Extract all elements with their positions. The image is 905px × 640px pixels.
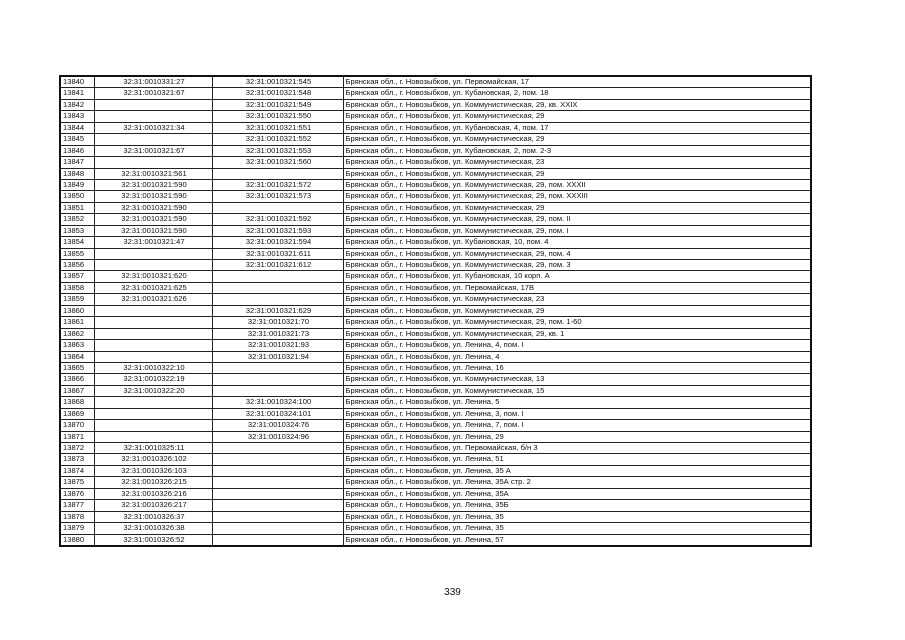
cadastral-number-cell (212, 385, 343, 396)
table-row (60, 248, 811, 259)
address-cell: Брянская обл., г. Новозыбков, ул. Ленина, 29 (343, 431, 811, 442)
parent-cadastral-number-cell: 32:31:0010326:103 (94, 465, 212, 476)
parent-cadastral-number-cell (94, 248, 212, 259)
parent-cadastral-number-cell: 32:31:0010326:216 (94, 488, 212, 499)
cadastral-number-cell: 32:31:0010321:94 (212, 351, 343, 362)
parent-cadastral-number-cell (94, 305, 212, 316)
parent-cadastral-number-cell: 32:31:0010326:215 (94, 477, 212, 488)
record-number-cell: 13859 (60, 294, 94, 305)
address-cell: Брянская обл., г. Новозыбков, ул. Кубановская, 2, пом. 2-3 (343, 145, 811, 156)
table-row (60, 271, 811, 282)
parent-cadastral-number-cell (94, 351, 212, 362)
record-number-cell: 13871 (60, 431, 94, 442)
cadastral-number-cell: 32:31:0010321:73 (212, 328, 343, 339)
address-cell: Брянская обл., г. Новозыбков, ул. Коммунистическая, 29 (343, 168, 811, 179)
cadastral-number-cell: 32:31:0010324:76 (212, 420, 343, 431)
address-cell: Брянская обл., г. Новозыбков, ул. Первомайская, б/н 3 (343, 443, 811, 454)
record-number-cell: 13873 (60, 454, 94, 465)
table-row (60, 374, 811, 385)
table-row (60, 385, 811, 396)
record-number-cell: 13857 (60, 271, 94, 282)
record-number-cell: 13853 (60, 225, 94, 236)
address-cell: Брянская обл., г. Новозыбков, ул. Ленина, 35 (343, 523, 811, 534)
cadastral-number-cell: 32:31:0010321:611 (212, 248, 343, 259)
record-number-cell: 13841 (60, 88, 94, 99)
parent-cadastral-number-cell: 32:31:0010321:590 (94, 225, 212, 236)
address-cell: Брянская обл., г. Новозыбков, ул. Коммунистическая, 29, пом. I (343, 225, 811, 236)
record-number-cell: 13843 (60, 111, 94, 122)
table-row (60, 99, 811, 110)
record-number-cell: 13851 (60, 202, 94, 213)
table-row (60, 397, 811, 408)
parent-cadastral-number-cell: 32:31:0010321:34 (94, 122, 212, 133)
cadastral-number-cell (212, 500, 343, 511)
table-row (60, 454, 811, 465)
cadastral-number-cell: 32:31:0010321:592 (212, 214, 343, 225)
cadastral-number-cell: 32:31:0010324:100 (212, 397, 343, 408)
cadastral-number-cell: 32:31:0010321:593 (212, 225, 343, 236)
address-cell: Брянская обл., г. Новозыбков, ул. Коммунистическая, 29, пом. 4 (343, 248, 811, 259)
table-row (60, 122, 811, 133)
address-cell: Брянская обл., г. Новозыбков, ул. Кубановская, 4, пом. 17 (343, 122, 811, 133)
record-number-cell: 13854 (60, 237, 94, 248)
table-row (60, 317, 811, 328)
table-row (60, 294, 811, 305)
table-row (60, 523, 811, 534)
address-cell: Брянская обл., г. Новозыбков, ул. Ленина, 3, пом. I (343, 408, 811, 419)
parent-cadastral-number-cell: 32:31:0010321:590 (94, 191, 212, 202)
table-row (60, 511, 811, 522)
cadastral-number-cell: 32:31:0010321:549 (212, 99, 343, 110)
record-number-cell: 13850 (60, 191, 94, 202)
table-row (60, 408, 811, 419)
parent-cadastral-number-cell (94, 340, 212, 351)
cadastral-number-cell: 32:31:0010321:70 (212, 317, 343, 328)
table-row (60, 534, 811, 546)
parent-cadastral-number-cell: 32:31:0010321:620 (94, 271, 212, 282)
address-cell: Брянская обл., г. Новозыбков, ул. Кубановская, 10, пом. 4 (343, 237, 811, 248)
record-number-cell: 13847 (60, 157, 94, 168)
parent-cadastral-number-cell: 32:31:0010321:561 (94, 168, 212, 179)
parent-cadastral-number-cell: 32:31:0010321:67 (94, 145, 212, 156)
parent-cadastral-number-cell: 32:31:0010326:217 (94, 500, 212, 511)
address-cell: Брянская обл., г. Новозыбков, ул. Коммунистическая, 29 (343, 134, 811, 145)
parent-cadastral-number-cell (94, 420, 212, 431)
table-row (60, 225, 811, 236)
parent-cadastral-number-cell (94, 397, 212, 408)
cadastral-number-cell: 32:31:0010321:629 (212, 305, 343, 316)
cadastral-number-cell (212, 454, 343, 465)
parent-cadastral-number-cell: 32:31:0010326:52 (94, 534, 212, 546)
table-row (60, 179, 811, 190)
cadastral-number-cell (212, 362, 343, 373)
record-number-cell: 13876 (60, 488, 94, 499)
record-number-cell: 13861 (60, 317, 94, 328)
record-number-cell: 13856 (60, 260, 94, 271)
parent-cadastral-number-cell: 32:31:0010321:625 (94, 282, 212, 293)
cadastral-number-cell: 32:31:0010321:572 (212, 179, 343, 190)
cadastral-number-cell: 32:31:0010321:550 (212, 111, 343, 122)
cadastral-number-cell: 32:31:0010321:551 (212, 122, 343, 133)
parent-cadastral-number-cell: 32:31:0010326:37 (94, 511, 212, 522)
record-number-cell: 13880 (60, 534, 94, 546)
cadastral-number-cell (212, 374, 343, 385)
address-cell: Брянская обл., г. Новозыбков, ул. Коммунистическая, 29, пом. 3 (343, 260, 811, 271)
cadastral-number-cell: 32:31:0010321:573 (212, 191, 343, 202)
address-cell: Брянская обл., г. Новозыбков, ул. Ленина, 51 (343, 454, 811, 465)
record-number-cell: 13864 (60, 351, 94, 362)
record-number-cell: 13862 (60, 328, 94, 339)
record-number-cell: 13855 (60, 248, 94, 259)
parent-cadastral-number-cell: 32:31:0010331:27 (94, 76, 212, 88)
address-cell: Брянская обл., г. Новозыбков, ул. Коммунистическая, 29, кв. XXIX (343, 99, 811, 110)
table-row (60, 214, 811, 225)
address-cell: Брянская обл., г. Новозыбков, ул. Коммунистическая, 29, пом. XXXII (343, 179, 811, 190)
cadastral-number-cell (212, 523, 343, 534)
table-row (60, 282, 811, 293)
cadastral-number-cell (212, 168, 343, 179)
cadastral-number-cell (212, 443, 343, 454)
record-number-cell: 13845 (60, 134, 94, 145)
table-row (60, 443, 811, 454)
parent-cadastral-number-cell (94, 408, 212, 419)
parent-cadastral-number-cell (94, 111, 212, 122)
address-cell: Брянская обл., г. Новозыбков, ул. Коммунистическая, 29, кв. 1 (343, 328, 811, 339)
address-cell: Брянская обл., г. Новозыбков, ул. Коммунистическая, 29 (343, 111, 811, 122)
address-cell: Брянская обл., г. Новозыбков, ул. Коммунистическая, 29 (343, 305, 811, 316)
parent-cadastral-number-cell: 32:31:0010326:102 (94, 454, 212, 465)
record-number-cell: 13848 (60, 168, 94, 179)
address-cell: Брянская обл., г. Новозыбков, ул. Ленина, 35А стр. 2 (343, 477, 811, 488)
table-row (60, 465, 811, 476)
table-row (60, 328, 811, 339)
record-number-cell: 13878 (60, 511, 94, 522)
record-number-cell: 13865 (60, 362, 94, 373)
address-cell: Брянская обл., г. Новозыбков, ул. Коммунистическая, 15 (343, 385, 811, 396)
table-row (60, 168, 811, 179)
parent-cadastral-number-cell (94, 431, 212, 442)
parent-cadastral-number-cell: 32:31:0010325:11 (94, 443, 212, 454)
cadastral-number-cell (212, 488, 343, 499)
cadastral-number-cell: 32:31:0010321:552 (212, 134, 343, 145)
record-number-cell: 13858 (60, 282, 94, 293)
cadastral-number-cell: 32:31:0010321:553 (212, 145, 343, 156)
address-cell: Брянская обл., г. Новозыбков, ул. Ленина, 4 (343, 351, 811, 362)
record-number-cell: 13866 (60, 374, 94, 385)
parent-cadastral-number-cell (94, 328, 212, 339)
parent-cadastral-number-cell: 32:31:0010321:47 (94, 237, 212, 248)
parent-cadastral-number-cell: 32:31:0010326:38 (94, 523, 212, 534)
parent-cadastral-number-cell: 32:31:0010321:590 (94, 202, 212, 213)
cadastral-number-cell: 32:31:0010321:545 (212, 76, 343, 88)
parent-cadastral-number-cell (94, 99, 212, 110)
address-cell: Брянская обл., г. Новозыбков, ул. Ленина, 5 (343, 397, 811, 408)
table-row (60, 477, 811, 488)
address-cell: Брянская обл., г. Новозыбков, ул. Коммунистическая, 29, пом. XXXIII (343, 191, 811, 202)
record-number-cell: 13875 (60, 477, 94, 488)
parent-cadastral-number-cell: 32:31:0010321:67 (94, 88, 212, 99)
table-row (60, 191, 811, 202)
cadastral-number-cell (212, 511, 343, 522)
record-number-cell: 13849 (60, 179, 94, 190)
registry-table-body (60, 76, 811, 546)
parent-cadastral-number-cell: 32:31:0010321:626 (94, 294, 212, 305)
address-cell: Брянская обл., г. Новозыбков, ул. Первомайская, 17В (343, 282, 811, 293)
table-row (60, 134, 811, 145)
address-cell: Брянская обл., г. Новозыбков, ул. Первомайская, 17 (343, 76, 811, 88)
address-cell: Брянская обл., г. Новозыбков, ул. Ленина, 35А (343, 488, 811, 499)
address-cell: Брянская обл., г. Новозыбков, ул. Ленина, 35Б (343, 500, 811, 511)
record-number-cell: 13879 (60, 523, 94, 534)
cadastral-number-cell: 32:31:0010321:594 (212, 237, 343, 248)
record-number-cell: 13863 (60, 340, 94, 351)
table-row (60, 488, 811, 499)
table-row (60, 431, 811, 442)
table-row (60, 202, 811, 213)
address-cell: Брянская обл., г. Новозыбков, ул. Коммунистическая, 29 (343, 202, 811, 213)
record-number-cell: 13840 (60, 76, 94, 88)
address-cell: Брянская обл., г. Новозыбков, ул. Коммунистическая, 23 (343, 157, 811, 168)
address-cell: Брянская обл., г. Новозыбков, ул. Ленина, 57 (343, 534, 811, 546)
cadastral-number-cell (212, 271, 343, 282)
parent-cadastral-number-cell (94, 134, 212, 145)
parent-cadastral-number-cell (94, 157, 212, 168)
address-cell: Брянская обл., г. Новозыбков, ул. Коммунистическая, 23 (343, 294, 811, 305)
table-row (60, 88, 811, 99)
record-number-cell: 13860 (60, 305, 94, 316)
cadastral-number-cell (212, 282, 343, 293)
record-number-cell: 13872 (60, 443, 94, 454)
record-number-cell: 13867 (60, 385, 94, 396)
cadastral-number-cell: 32:31:0010321:612 (212, 260, 343, 271)
address-cell: Брянская обл., г. Новозыбков, ул. Коммунистическая, 13 (343, 374, 811, 385)
table-row (60, 260, 811, 271)
table-row (60, 351, 811, 362)
record-number-cell: 13870 (60, 420, 94, 431)
address-cell: Брянская обл., г. Новозыбков, ул. Ленина, 4, пом. I (343, 340, 811, 351)
parent-cadastral-number-cell (94, 260, 212, 271)
address-cell: Брянская обл., г. Новозыбков, ул. Ленина, 35 А (343, 465, 811, 476)
table-row (60, 157, 811, 168)
table-row (60, 111, 811, 122)
table-row (60, 362, 811, 373)
address-cell: Брянская обл., г. Новозыбков, ул. Кубановская, 10 корп. А (343, 271, 811, 282)
record-number-cell: 13869 (60, 408, 94, 419)
table-row (60, 76, 811, 88)
parent-cadastral-number-cell: 32:31:0010321:590 (94, 214, 212, 225)
record-number-cell: 13842 (60, 99, 94, 110)
cadastral-number-cell: 32:31:0010324:101 (212, 408, 343, 419)
address-cell: Брянская обл., г. Новозыбков, ул. Коммунистическая, 29, пом. 1-60 (343, 317, 811, 328)
address-cell: Брянская обл., г. Новозыбков, ул. Ленина, 35 (343, 511, 811, 522)
cadastral-number-cell (212, 534, 343, 546)
table-row (60, 305, 811, 316)
cadastral-number-cell (212, 477, 343, 488)
record-number-cell: 13846 (60, 145, 94, 156)
cadastral-number-cell: 32:31:0010324:96 (212, 431, 343, 442)
parent-cadastral-number-cell: 32:31:0010322:20 (94, 385, 212, 396)
parent-cadastral-number-cell: 32:31:0010322:10 (94, 362, 212, 373)
record-number-cell: 13844 (60, 122, 94, 133)
cadastral-number-cell: 32:31:0010321:560 (212, 157, 343, 168)
cadastral-number-cell (212, 294, 343, 305)
address-cell: Брянская обл., г. Новозыбков, ул. Ленина, 16 (343, 362, 811, 373)
cadastral-registry-table (59, 75, 812, 547)
address-cell: Брянская обл., г. Новозыбков, ул. Коммунистическая, 29, пом. II (343, 214, 811, 225)
address-cell: Брянская обл., г. Новозыбков, ул. Кубановская, 2, пом. 18 (343, 88, 811, 99)
cadastral-number-cell: 32:31:0010321:548 (212, 88, 343, 99)
address-cell: Брянская обл., г. Новозыбков, ул. Ленина, 7, пом. I (343, 420, 811, 431)
parent-cadastral-number-cell (94, 317, 212, 328)
record-number-cell: 13877 (60, 500, 94, 511)
cadastral-number-cell (212, 465, 343, 476)
parent-cadastral-number-cell: 32:31:0010321:590 (94, 179, 212, 190)
cadastral-number-cell (212, 202, 343, 213)
parent-cadastral-number-cell: 32:31:0010322:19 (94, 374, 212, 385)
table-row (60, 500, 811, 511)
record-number-cell: 13874 (60, 465, 94, 476)
table-row (60, 237, 811, 248)
table-row (60, 420, 811, 431)
record-number-cell: 13868 (60, 397, 94, 408)
record-number-cell: 13852 (60, 214, 94, 225)
table-row (60, 145, 811, 156)
page-number: 339 (444, 587, 461, 598)
table-row (60, 340, 811, 351)
cadastral-number-cell: 32:31:0010321:93 (212, 340, 343, 351)
